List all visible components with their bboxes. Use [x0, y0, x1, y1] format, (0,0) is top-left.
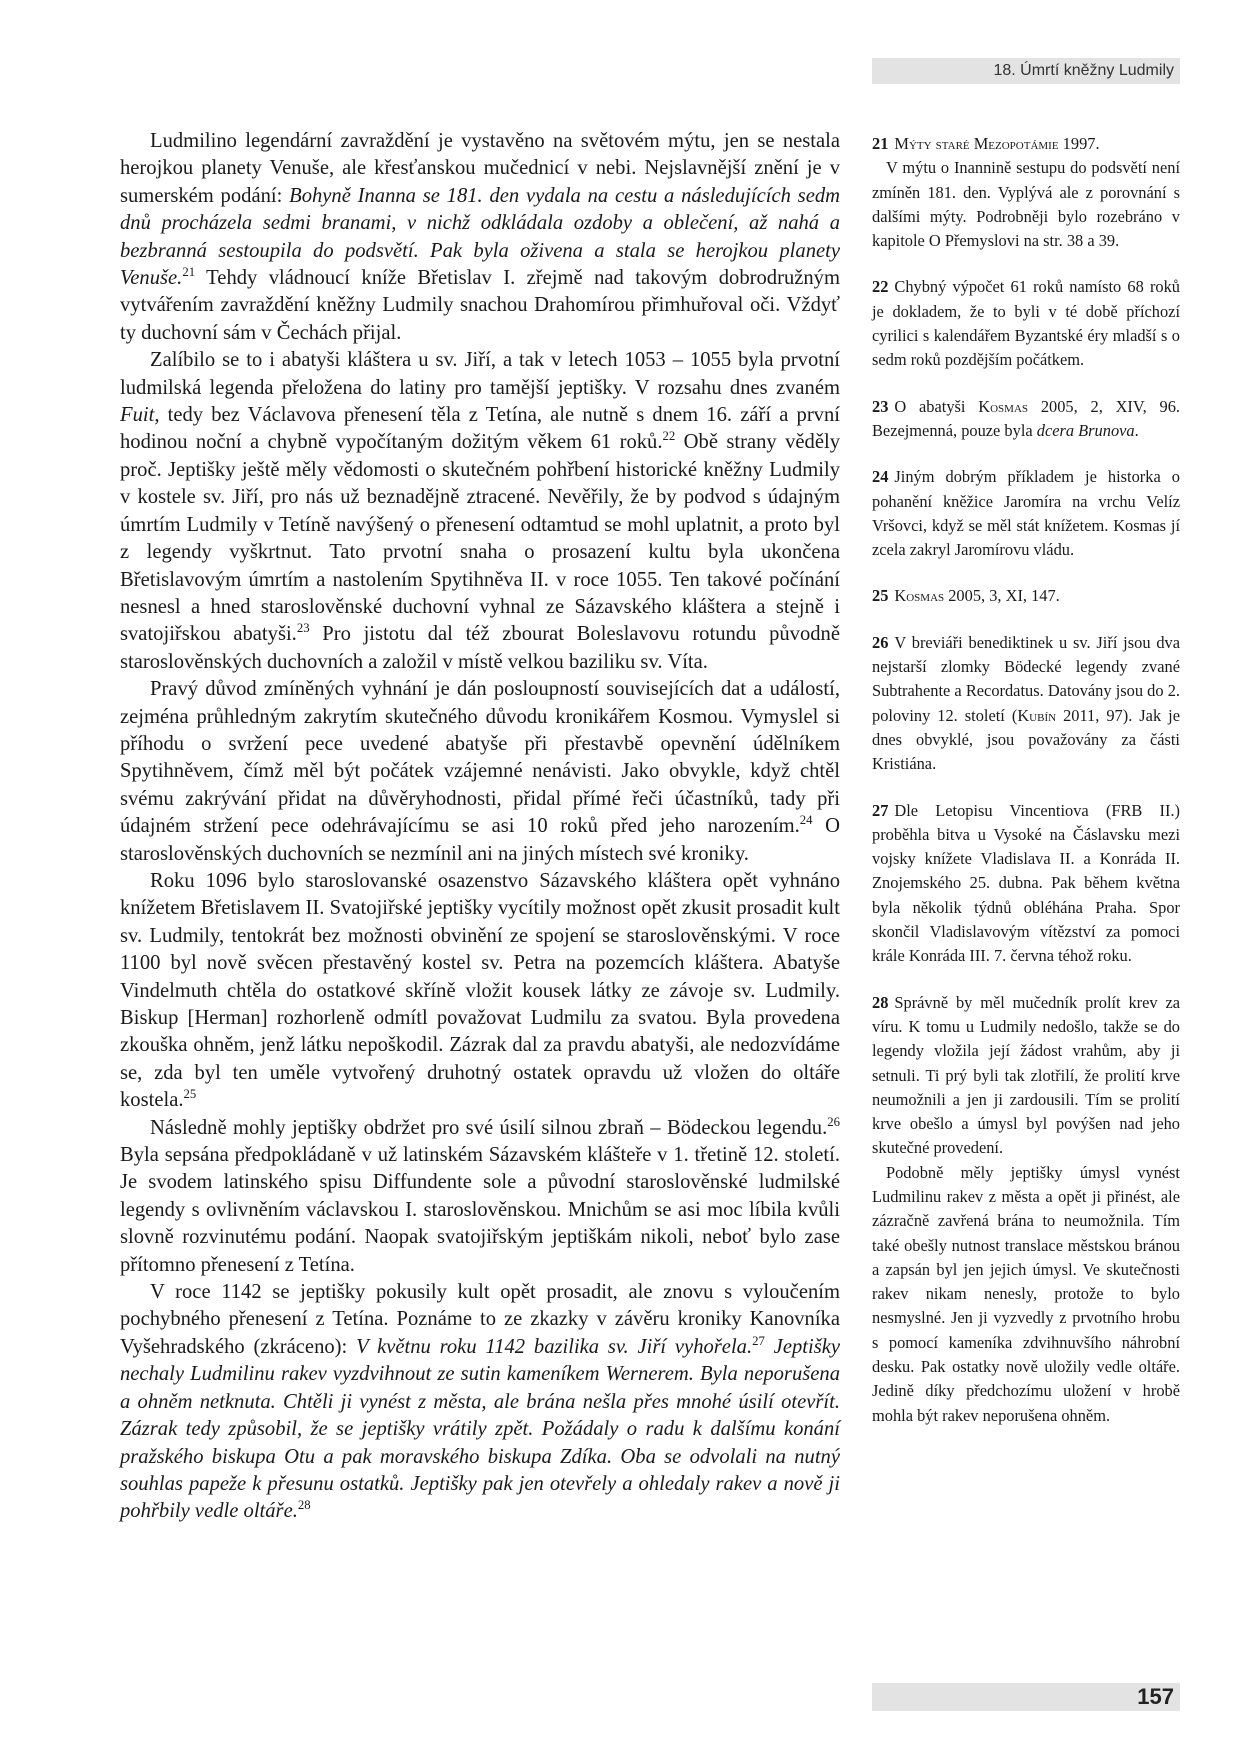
footnote-ref[interactable]: 25 [183, 1087, 197, 1102]
text: , tedy bez Václavova přenesení těla z Tetína, ale nutně s dnem 16. září a první hodinou noční a chybně vypočítaným dožitým věkem 61 roků. [120, 404, 840, 454]
text: V roce 1142 se jeptišky pokusily kult opět prosadit, ale znovu s vyloučením pochybného přenesení z Tetína. Poznáme to ze zkazky v závěru kroniky Kanovníka Vyšehradského (zkráceno): [120, 1281, 840, 1358]
emphasis: dcera Brunova [1036, 420, 1135, 440]
paragraph-5 [120, 1115, 840, 1279]
text: O staroslověnských duchovních se nezmínil ani na jiných místech své kroniky. [120, 815, 840, 865]
running-head [872, 58, 1180, 84]
footnote-number: 24 [872, 467, 889, 487]
paragraph-6 [120, 1279, 840, 1526]
paragraph-2 [120, 347, 840, 676]
text: 2005, 3, XI, 147. [944, 586, 1060, 606]
text: Tehdy vládnoucí kníže Břetislav I. zřejmě nad takovým dobrodružným vytvářením zavraždění kněžny Ludmily snachou Drahomírou přimhuřoval oči. Vždyť ty duchovní sám v Čechách přijal. [120, 267, 840, 344]
quote: V květnu roku 1142 bazilika sv. Jiří vyhořela. [356, 1335, 753, 1358]
footnote-28 [872, 991, 1180, 1428]
paragraph-4 [120, 868, 840, 1115]
text: V breviáři benediktinek u sv. Jiří jsou dva nejstarší zlomky Bödecké legendy zvané Subtrahente a Recordatus. Datovány jsou do 2. poloviny 12. století ( [872, 632, 1180, 725]
text: Obě strany věděly proč. Jeptišky ještě měly vědomosti o skutečném pohřbení historické kněžny Ludmily v kostele sv. Jiří, pro nás už beznadějně ztracené. Nevěřily, že by podvod s údajným úmrtím Ludmily v Tetíně navýšený o přenesení odtamtud se mohl uplatnit, a proto byl z legendy vyškrtnut. Tato prvotní snaha o prosazení kultu byla ukončena Břetislavovým úmrtím a nastolením Spytihněva II. v roce 1055. Ten takové počínání nesnesl a hned staroslověnské duchovní vyhnal ze Sázavského kláštera a stejně i svatojiřskou abatyši. [120, 431, 841, 646]
citation: Kosmas [978, 396, 1029, 416]
text: Podobně měly jeptišky úmysl vynést Ludmilinu rakev z města a opět ji přinést, ale zázračně zavřená brána to neumožnila. Tím také obešly nutnost translace městskou bránou a zapsán byl jen jejich úmysl. Ve skutečnosti rakev nikam nenesly, protože to bylo nesmyslné. Jen ji vyzvedly z prvotního hrobu s pomocí kameníka zdvihnuvšího náhrobní desku. Pak ostatky nově uložily vedle oltáře. Jedině díky předchozímu uložení v hrobě mohla být rakev neporušena ohněm. [872, 1162, 1180, 1425]
text: . [1134, 420, 1139, 440]
footnote-ref[interactable]: 24 [799, 813, 813, 828]
running-title: 18. Úmrtí kněžny Ludmily [993, 62, 1174, 79]
text: Zalíbilo se to i abatyši kláštera u sv. Jiří, a tak v letech 1053 – 1055 byla prvotní ludmilská legenda přeložena do latiny pro tamější jeptišky. V rozsahu dnes zvaném [120, 349, 840, 399]
footnote-ref[interactable]: 28 [297, 1498, 311, 1513]
footnote-21 [872, 132, 1180, 253]
text: Byla sepsána předpokládaně v už latinském Sázavském klášteře v 1. třetině 12. století. Je svodem latinského spisu Diffundente sole a původní staroslověnské ludmilské legendy s ovlivněním václavskou I. staroslověnskou. Mnichům se asi moc líbila kvůli slovně rozvinutému podání. Naopak svatojiřským jeptiškám nikoli, neboť bylo zase přítomno přenesení z Tetína. [120, 1144, 840, 1276]
footnote-ref[interactable]: 22 [662, 429, 676, 444]
footnote-ref[interactable]: 27 [752, 1334, 765, 1349]
citation: Kubín [1017, 705, 1057, 725]
page-number-bar [872, 1683, 1180, 1711]
emphasis: Fuit [120, 404, 155, 427]
footnote-25 [872, 584, 1180, 608]
citation: Kosmas [894, 586, 945, 606]
footnote-22 [872, 275, 1180, 372]
quote: Jeptišky nechaly Ludmilinu rakev vyzdvihnout ze sutin kameníkem Wernerem. Byla neporušena a ohněm netknuta. Chtěli ji vynést z města, ale brána nešla přes mnohé úsilí otevřít. Zázrak tedy způsobil, že se jeptišky vrátily zpět. Požádaly o radu k dalšímu konání pražského biskupa Otu a pak moravského biskupa Zdíka. Oba se odvolali na nutný souhlas papeže k přesunu ostatků. Jeptišky pak jen otevřely a ohledaly rakev a nově ji pohřbily vedle oltáře. [120, 1335, 841, 1523]
footnote-ref[interactable]: 26 [827, 1114, 840, 1129]
page-number: 157 [1137, 1684, 1174, 1709]
main-text [120, 128, 840, 1526]
text: Ludmilino legendární zavraždění je vystavěno na světovém mýtu, jen se nestala herojkou planety Venuše, ale křesťanskou mučednicí v nebi. Nejslavnější znění je v sumerském podání: [120, 130, 840, 207]
text: V mýtu o Inannině sestupu do podsvětí není zmíněn 181. den. Vyplývá ale z porovnání s dalšími mýty. Podrobněji bylo rozebráno v kapitole O Přemyslovi na str. 38 a 39. [872, 158, 1180, 251]
text: 2011, 97). Jak je dnes obvyklé, jsou považovány za části Kristiána. [872, 705, 1180, 774]
text: Pro jistotu dal též zbourat Boleslavovu rotundu původně staroslověnských duchovních a založil v místě velkou baziliku sv. Víta. [120, 623, 840, 673]
paragraph-1 [120, 128, 840, 347]
text: O abatyši [894, 396, 979, 416]
footnote-number: 25 [872, 586, 889, 606]
text: 1997. [1058, 134, 1100, 153]
footnote-ref[interactable]: 21 [182, 265, 196, 280]
quote: Bohyně Inanna se 181. den vydala na cestu a následujících sedm dnů procházela sedmi branami, v nichž odkládala ozdoby a oblečení, až nahá a bezbranná sestoupila do podsvětí. Pak byla oživena a stala se herojkou planety Venuše. [120, 184, 841, 290]
footnote-number: 22 [872, 277, 889, 297]
footnote-number: 23 [872, 396, 889, 416]
text: Následně mohly jeptišky obdržet pro své úsilí silnou zbraň – Bödeckou legendu. [150, 1116, 828, 1139]
text: 2005, 2, XIV, 96. Bezejmenná, pouze byla [872, 396, 1180, 440]
footnote-26 [872, 631, 1180, 777]
footnote-number: 27 [872, 800, 889, 820]
text: Jiným dobrým příkladem je historka o pohanění kněžice Jaromíra na vrchu Velíz Vršovci, když se měl stát knížetem. Kosmas jí zcela zakryl Jaromírovu vládu. [872, 467, 1180, 560]
footnote-27 [872, 799, 1180, 969]
text: Pravý důvod zmíněných vyhnání je dán posloupností souvisejících dat a událostí, zejména průhledným zakrytím skutečného důvodu kronikářem Kosmou. Vymyslel si příhodu o svržení pece uvedené abatyše při přestavbě opevnění údělníkem Spytihněvem, čímž měl být počátek vzájemné nenávisti. Jako obvykle, když chtěl svému zakrývání přidat na důvěryhodnosti, přidal přímé řeči účastníků, tady při údajném stržení pece odehrávajícímu se asi 10 roků před jeho narozením. [120, 678, 840, 838]
paragraph-3 [120, 676, 840, 868]
footnotes-column [872, 132, 1180, 1450]
footnote-number: 26 [872, 632, 889, 652]
text: Roku 1096 bylo staroslovanské osazenstvo Sázavského kláštera opět vyhnáno knížetem Břetislavem II. Svatojiřské jeptišky vycítily možnost opět zkusit prosadit kult sv. Ludmily, tentokrát bez možnosti obvinění ze spojení se staroslověnskými. V roce 1100 byl nově svěcen přestavěný kostel sv. Petra na pozemcích kláštera. Abatyše Vindelmuth chtěla do ostatkové skříně vložit kousek látky ze závoje sv. Ludmily. Biskup [Herman] rozhorleně odmítl považovat Ludmilu za svatou. Byla provedena zkouška ohněm, jenž látku nepoškodil. Zázrak dal za pravdu abatyši, ale nedozvídáme se, zda byl ten uměle vytvořený druhotný ostatek opravdu už vložen do oltáře kostela. [120, 869, 840, 1112]
text: Chybný výpočet 61 roků namísto 68 roků je dokladem, že to byli v té době příchozí cyrilici s kalendářem Byzantské éry mladší s o sedm roků pozdějším počátkem. [872, 277, 1180, 370]
text: Správně by měl mučedník prolít krev za víru. K tomu u Ludmily nedošlo, takže se do legendy vložila její žádost vrahům, aby ji setnuli. Ti prý byli tak zlotřilí, že prolití krve neumožnili a jen ji zardousili. Tím se prolití krve obešlo a úmysl byl povýšen nad jeho skutečné provedení. [872, 992, 1180, 1158]
footnote-24 [872, 465, 1180, 562]
footnote-number: 21 [872, 134, 889, 153]
text: Dle Letopisu Vincentiova (FRB II.) proběhla bitva u Vysoké na Čáslavsku mezi vojsky knížete Vladislava II. a Konráda II. Znojemského 25. dubna. Pak během května byla několik týdnů obléhána Praha. Spor skončil Vladislavovým vítězství za pomoci krále Konráda III. 7. června téhož roku. [872, 800, 1180, 966]
footnote-23 [872, 395, 1180, 444]
footnote-number: 28 [872, 992, 889, 1012]
footnote-ref[interactable]: 23 [296, 621, 310, 636]
citation: Mýty staré Mezopotámie [894, 134, 1059, 153]
